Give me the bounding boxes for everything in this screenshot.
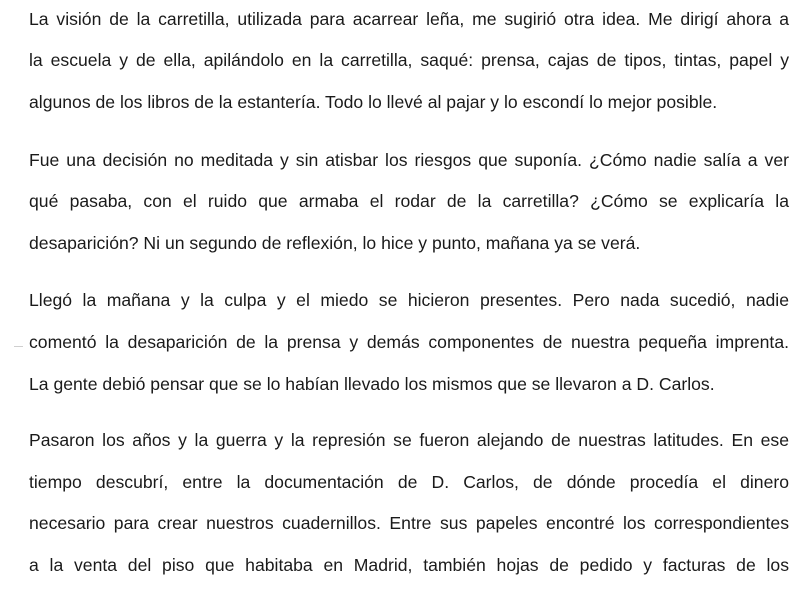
paragraph-3-line-1: Llegó la mañana y la culpa y el miedo se hicieron presentes. Pero nada sucedió, nadie bbox=[29, 290, 789, 310]
paragraph-4-line-2: tiempo descubrí, entre la documentación de D. Carlos, de dónde procedía el dinero bbox=[29, 472, 789, 492]
paragraph-3-line-3: La gente debió pensar que se lo habían llevado los mismos que se llevaron a D. Carlos. bbox=[29, 374, 715, 394]
paragraph-3-line-2: comentó la desaparición de la prensa y demás componentes de nuestra pequeña imprenta. bbox=[29, 332, 789, 352]
paragraph-1-line-3: algunos de los libros de la estantería. Todo lo llevé al pajar y lo escondí lo mejor posible. bbox=[29, 92, 718, 112]
paragraph-2-line-2: qué pasaba, con el ruido que armaba el rodar de la carretilla? ¿Cómo se explicaría la bbox=[29, 191, 789, 211]
paragraph-1-line-2: la escuela y de ella, apilándolo en la carretilla, saqué: prensa, cajas de tipos, tintas, papel y bbox=[29, 50, 789, 70]
paragraph-1-line-1: La visión de la carretilla, utilizada para acarrear leña, me sugirió otra idea. Me dirigí ahora a bbox=[29, 9, 789, 29]
margin-mark bbox=[14, 346, 23, 347]
paragraph-2-line-1: Fue una decisión no meditada y sin atisbar los riesgos que suponía. ¿Cómo nadie salía a ver bbox=[29, 150, 789, 170]
paragraph-4-line-1: Pasaron los años y la guerra y la represión se fueron alejando de nuestras latitudes. En ese bbox=[29, 430, 789, 450]
paragraph-4-line-3: necesario para crear nuestros cuadernillos. Entre sus papeles encontré los correspondientes bbox=[29, 513, 789, 533]
paragraph-4-line-4: a la venta del piso que habitaba en Madrid, también hojas de pedido y facturas de los bbox=[29, 555, 789, 575]
paragraph-2-line-3: desaparición? Ni un segundo de reflexión, lo hice y punto, mañana ya se verá. bbox=[29, 233, 641, 253]
